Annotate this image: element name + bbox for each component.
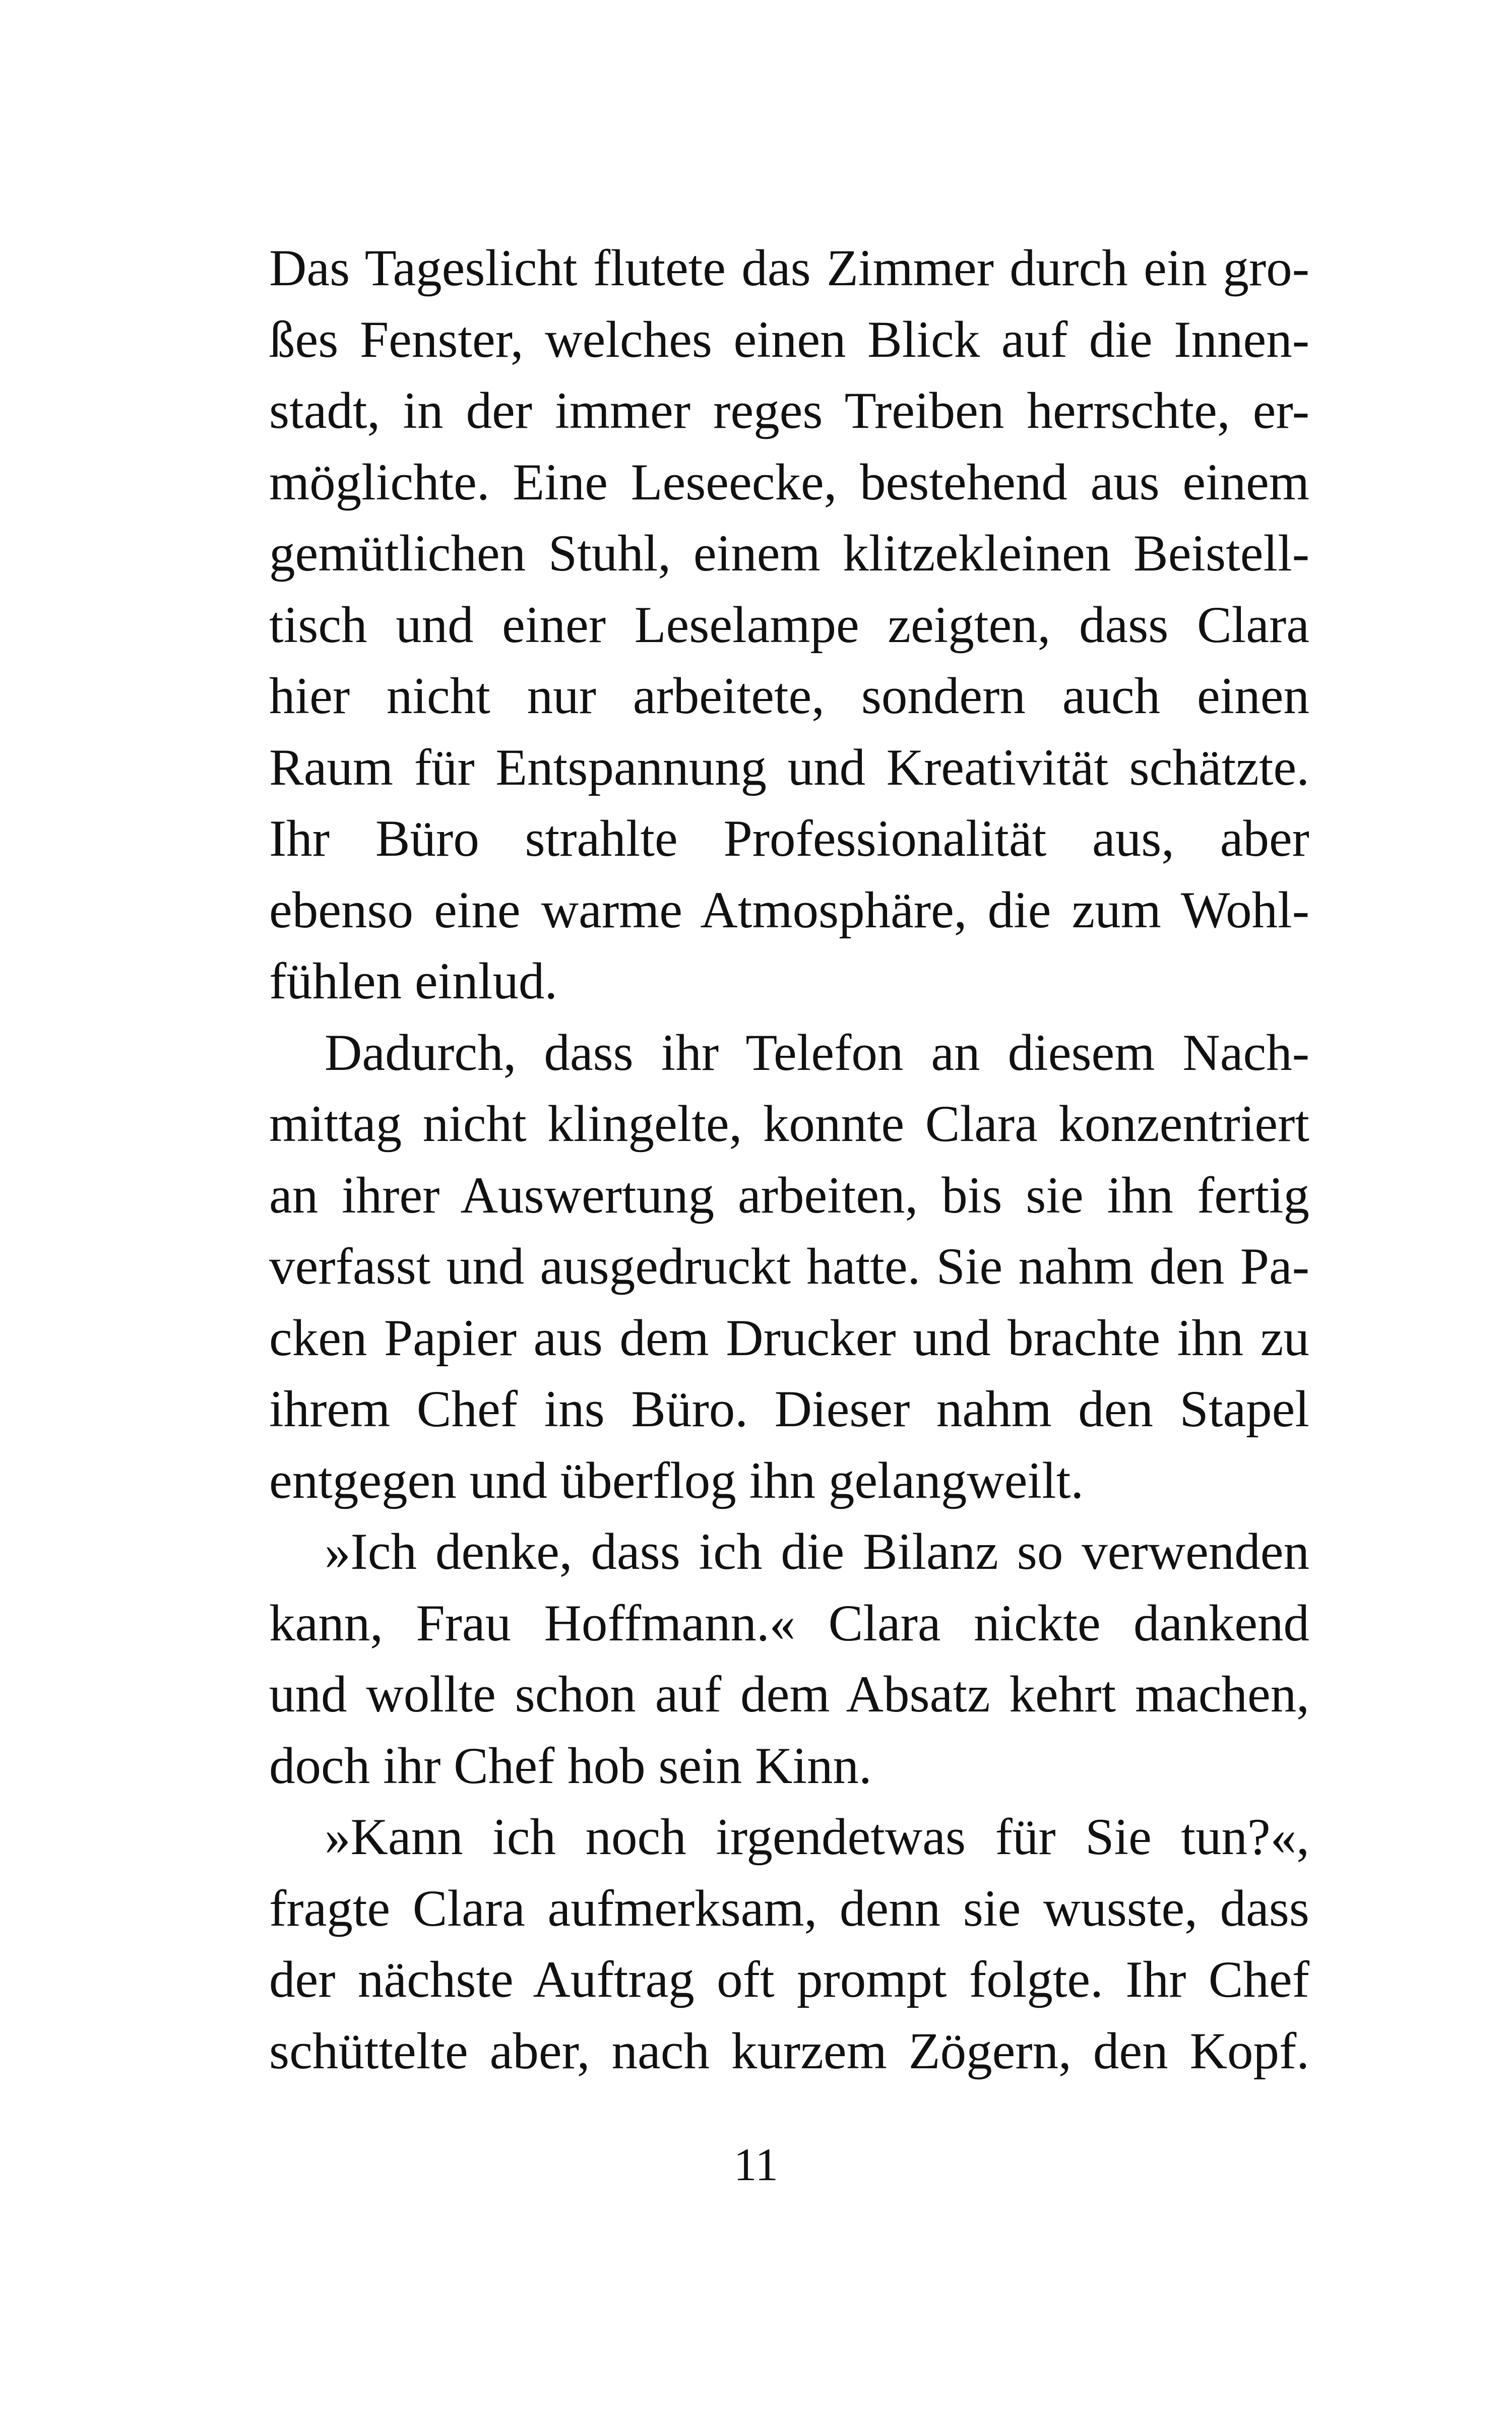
body-text [269,233,1309,2087]
text-line: entgegen und überflog ihn gelangweilt. [269,1451,1084,1509]
paragraph-first-line: »Kann ich noch irgendetwas für Sie tun?«, [325,1808,1309,1866]
text-line: Raum für Entspannung und Kreativität schätzte. [269,738,1309,796]
paragraph-first-line: Dadurch, dass ihr Telefon an diesem Nach- [325,1024,1309,1082]
text-line: der nächste Auftrag oft prompt folgte. Ihr Chef [269,1951,1309,2008]
text-line: kann, Frau Hoffmann.« Clara nickte dankend [269,1594,1309,1652]
text-line: schüttelte aber, nach kurzem Zögern, den Kopf. [269,2022,1309,2080]
paragraph-first-line: »Ich denke, dass ich die Bilanz so verwenden [325,1523,1309,1580]
text-line: Ihr Büro strahlte Professionalität aus, aber [269,810,1309,867]
text-line: tisch und einer Leselampe zeigten, dass Clara [269,596,1309,654]
text-line: doch ihr Chef hob sein Kinn. [269,1737,872,1795]
text-line: Das Tageslicht flutete das Zimmer durch ein gro- [269,239,1309,297]
text-line: ßes Fenster, welches einen Blick auf die Innen- [269,310,1309,368]
page-number: 11 [733,2139,779,2190]
text-line: und wollte schon auf dem Absatz kehrt machen, [269,1666,1309,1723]
text-line: stadt, in der immer reges Treiben herrschte, er- [269,382,1309,439]
text-line: ihrem Chef ins Büro. Dieser nahm den Stapel [269,1380,1309,1438]
text-line: hier nicht nur arbeitete, sondern auch einen [269,667,1309,725]
text-line: cken Papier aus dem Drucker und brachte ihn zu [269,1309,1309,1367]
text-line: ebenso eine warme Atmosphäre, die zum Wohl- [269,881,1309,939]
text-line: möglichte. Eine Leseecke, bestehend aus einem [269,453,1309,511]
text-line: mittag nicht klingelte, konnte Clara konzentriert [269,1095,1309,1153]
text-line: fühlen einlud. [269,952,558,1010]
text-line: fragte Clara aufmerksam, denn sie wusste, dass [269,1879,1309,1937]
text-line: an ihrer Auswertung arbeiten, bis sie ihn fertig [269,1166,1309,1224]
text-line: gemütlichen Stuhl, einem klitzekleinen Beistell- [269,525,1309,582]
text-line: verfasst und ausgedruckt hatte. Sie nahm den Pa- [269,1238,1309,1295]
